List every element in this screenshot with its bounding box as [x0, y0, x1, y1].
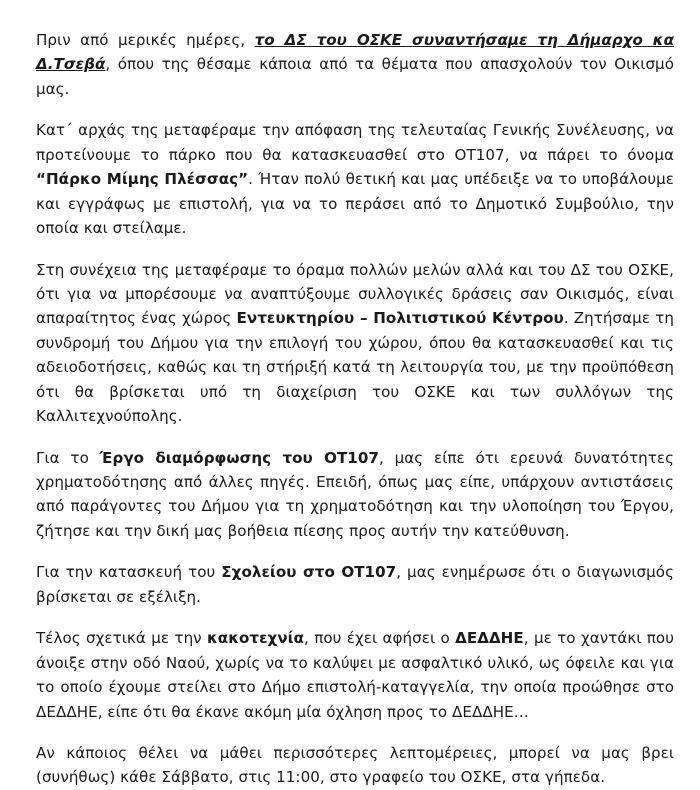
- text-run: Τέλος σχετικά με την: [36, 629, 208, 648]
- document-body: [36, 28, 674, 790]
- emphasized-text-run: Εντευκτηρίου – Πολιτιστικού Κέντρου: [236, 309, 564, 328]
- paragraph: [36, 118, 674, 240]
- text-run: Κατ΄ αρχάς της μεταφέραμε την απόφαση της τελευταίας Γενικής Συνέλευσης, να προτείνουμε το πάρκο που θα κατασκευασθεί στο ΟΤ107, να πάρει το όνομα: [36, 121, 674, 164]
- paragraph: [36, 741, 674, 790]
- emphasized-text-run: Έργο διαμόρφωσης του ΟΤ107: [99, 448, 379, 467]
- text-run: Πριν από μερικές ημέρες,: [36, 31, 255, 49]
- text-run: . Ζητήσαμε τη συνδρομή του Δήμου για την επιλογή του χώρου, όπου θα κατασκευασθεί και τις αδειοδοτήσεις, καθώς και τη στήριξή κατά τη λειτουργία του, με την προϋπόθεση ότι θα βρίσκεται υπό τη διαχείριση του ΟΣΚΕ και των συλλόγων της Καλλιτεχνούπολης.: [36, 309, 674, 426]
- text-run: , με το χαντάκι που άνοιξε στην οδό Ναού, χωρίς να το καλύψει με ασφαλτικό υλικό, ως όφειλε και για το οποίο έχουμε στείλει στο Δήμο επιστολή-καταγγελία, την οποία προώθησε στο ΔΕΔΔΗΕ, είπε ότι θα έκανε ακόμη μία όχληση προς το ΔΕΔΔΗΕ…: [36, 629, 674, 721]
- emphasized-text-run: το ΔΣ του ΟΣΚΕ συναντήσαμε τη Δήμαρχο κα Δ.Τσεβά: [36, 31, 674, 74]
- emphasized-text-run: ΔΕΔΔΗΕ: [455, 629, 524, 648]
- text-run: , μας ενημέρωσε ότι ο διαγωνισμός βρίσκεται σε εξέλιξη.: [36, 563, 674, 606]
- paragraph: [36, 258, 674, 429]
- emphasized-text-run: Σχολείου στο ΟΤ107: [221, 563, 397, 582]
- text-run: Στη συνέχεια της μεταφέραμε το όραμα πολλών μελών αλλά και του ΔΣ του ΟΣΚΕ, ότι για να μπορέσουμε να αναπτύξουμε συλλογικές δράσεις σαν Οικισμός, είναι απαραίτητος ένας χώρος: [36, 260, 674, 328]
- text-run: Για το: [36, 448, 100, 467]
- text-run: Για την κατασκευή του: [36, 563, 222, 582]
- text-run: , μας είπε ότι ερευνά δυνατότητες χρηματοδότησης από άλλες πηγές. Επειδή, όπως μας είπε, υπάρχουν αντιστάσεις από παράγοντες του Δήμου για τη χρηματοδότηση και την υλοποίηση του Έργου, ζήτησε και την δική μας βοήθεια πίεσης προς αυτήν την κατεύθυνση.: [36, 448, 675, 540]
- paragraph: [36, 446, 674, 544]
- paragraph: [36, 626, 674, 724]
- paragraph: [36, 28, 674, 101]
- text-run: , όπου της θέσαμε κάποια από τα θέματα που απασχολούν τον Οικισμό μας.: [36, 55, 674, 98]
- text-run: , που έχει αφήσει ο: [304, 629, 456, 648]
- emphasized-text-run: “Πάρκο Μίμης Πλέσσας”: [36, 170, 249, 189]
- paragraph: [36, 560, 674, 609]
- text-run: Αν κάποιος θέλει να μάθει περισσότερες λεπτομέρειες, μπορεί να μας βρει (συνήθως) κάθε Σάββατο, στις 11:00, στο γραφείο του ΟΣΚΕ, στα γήπεδα.: [36, 743, 674, 787]
- text-run: . Ήταν πολύ θετική και μας υπέδειξε να το υποβάλουμε και εγγράφως με επιστολή, για να το περάσει από το Δημοτικό Συμβούλιο, την οποία και στείλαμε.: [36, 170, 674, 238]
- emphasized-text-run: κακοτεχνία: [207, 629, 305, 648]
